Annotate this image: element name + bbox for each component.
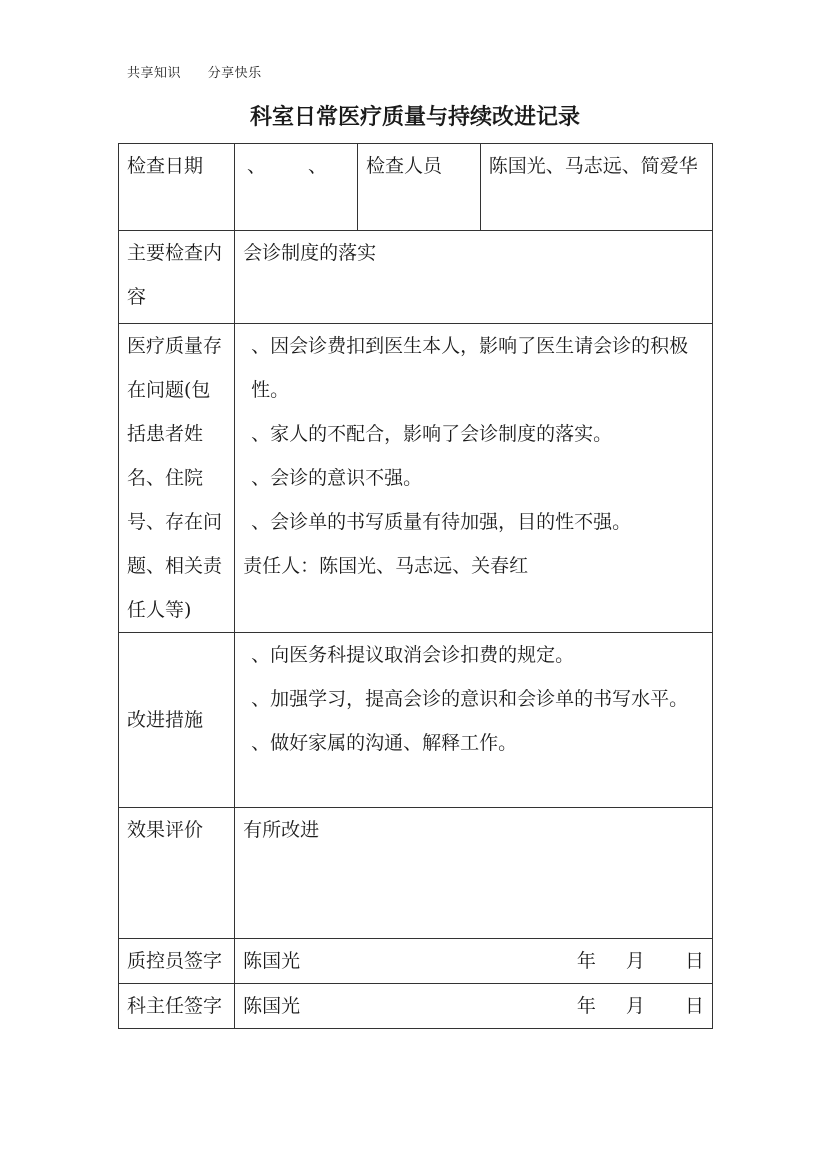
main-content-label: 主要检查内容 bbox=[119, 231, 235, 324]
issue-item: 、会诊的意识不强。 bbox=[251, 467, 423, 489]
record-table bbox=[118, 143, 713, 1029]
measure-item: 、向医务科提议取消会诊扣费的规定。 bbox=[251, 644, 575, 666]
inspection-date-label: 检查日期 bbox=[119, 144, 235, 231]
director-signature-row bbox=[119, 984, 713, 1029]
director-signature-name: 陈国光 bbox=[243, 995, 301, 1017]
page-header bbox=[127, 62, 284, 81]
improvement-measures-content bbox=[235, 633, 713, 808]
main-content-row bbox=[119, 231, 713, 324]
measure-item: 、做好家属的沟通、解释工作。 bbox=[251, 732, 518, 754]
qc-signature-label: 质控员签字 bbox=[119, 939, 235, 984]
year-label: 年 bbox=[576, 995, 596, 1017]
qc-signature-date bbox=[553, 939, 704, 983]
issue-item: 、家人的不配合，影响了会诊制度的落实。 bbox=[251, 423, 613, 445]
document-title: 科室日常医疗质量与持续改进记录 bbox=[249, 105, 580, 130]
inspection-date-value: 、 、 bbox=[235, 144, 358, 231]
day-label: 日 bbox=[684, 950, 704, 972]
month-label: 月 bbox=[625, 950, 645, 972]
day-label: 日 bbox=[684, 995, 704, 1017]
quality-issues-label: 医疗质量存在问题(包括患者姓名、住院号、存在问题、相关责任人等) bbox=[119, 324, 235, 633]
header-left-text: 共享知识 bbox=[127, 66, 182, 81]
year-label: 年 bbox=[576, 950, 596, 972]
issue-item: 、因会诊费扣到医生本人，影响了医生请会诊的积极性。 bbox=[251, 335, 689, 401]
director-signature-label: 科主任签字 bbox=[119, 984, 235, 1029]
quality-issues-row bbox=[119, 324, 713, 633]
qc-signature-cell bbox=[235, 939, 713, 984]
measure-item: 、加强学习，提高会诊的意识和会诊单的书写水平。 bbox=[251, 688, 689, 710]
effect-evaluation-row bbox=[119, 808, 713, 939]
issue-item: 、会诊单的书写质量有待加强，目的性不强。 bbox=[251, 511, 632, 533]
inspection-date-row bbox=[119, 144, 713, 231]
main-content-value: 会诊制度的落实 bbox=[235, 231, 713, 324]
improvement-measures-label: 改进措施 bbox=[119, 633, 235, 808]
director-signature-date bbox=[553, 984, 704, 1028]
effect-evaluation-label: 效果评价 bbox=[119, 808, 235, 939]
improvement-measures-row bbox=[119, 633, 713, 808]
header-right-text: 分享快乐 bbox=[207, 66, 262, 81]
effect-evaluation-value: 有所改进 bbox=[235, 808, 713, 939]
responsible-persons: 责任人：陈国光、马志远、关春红 bbox=[243, 555, 529, 577]
quality-issues-content bbox=[235, 324, 713, 633]
month-label: 月 bbox=[625, 995, 645, 1017]
qc-signature-name: 陈国光 bbox=[243, 950, 301, 972]
director-signature-cell bbox=[235, 984, 713, 1029]
inspectors-value: 陈国光、马志远、简爱华 bbox=[480, 144, 712, 231]
inspector-label: 检查人员 bbox=[357, 144, 480, 231]
qc-signature-row bbox=[119, 939, 713, 984]
